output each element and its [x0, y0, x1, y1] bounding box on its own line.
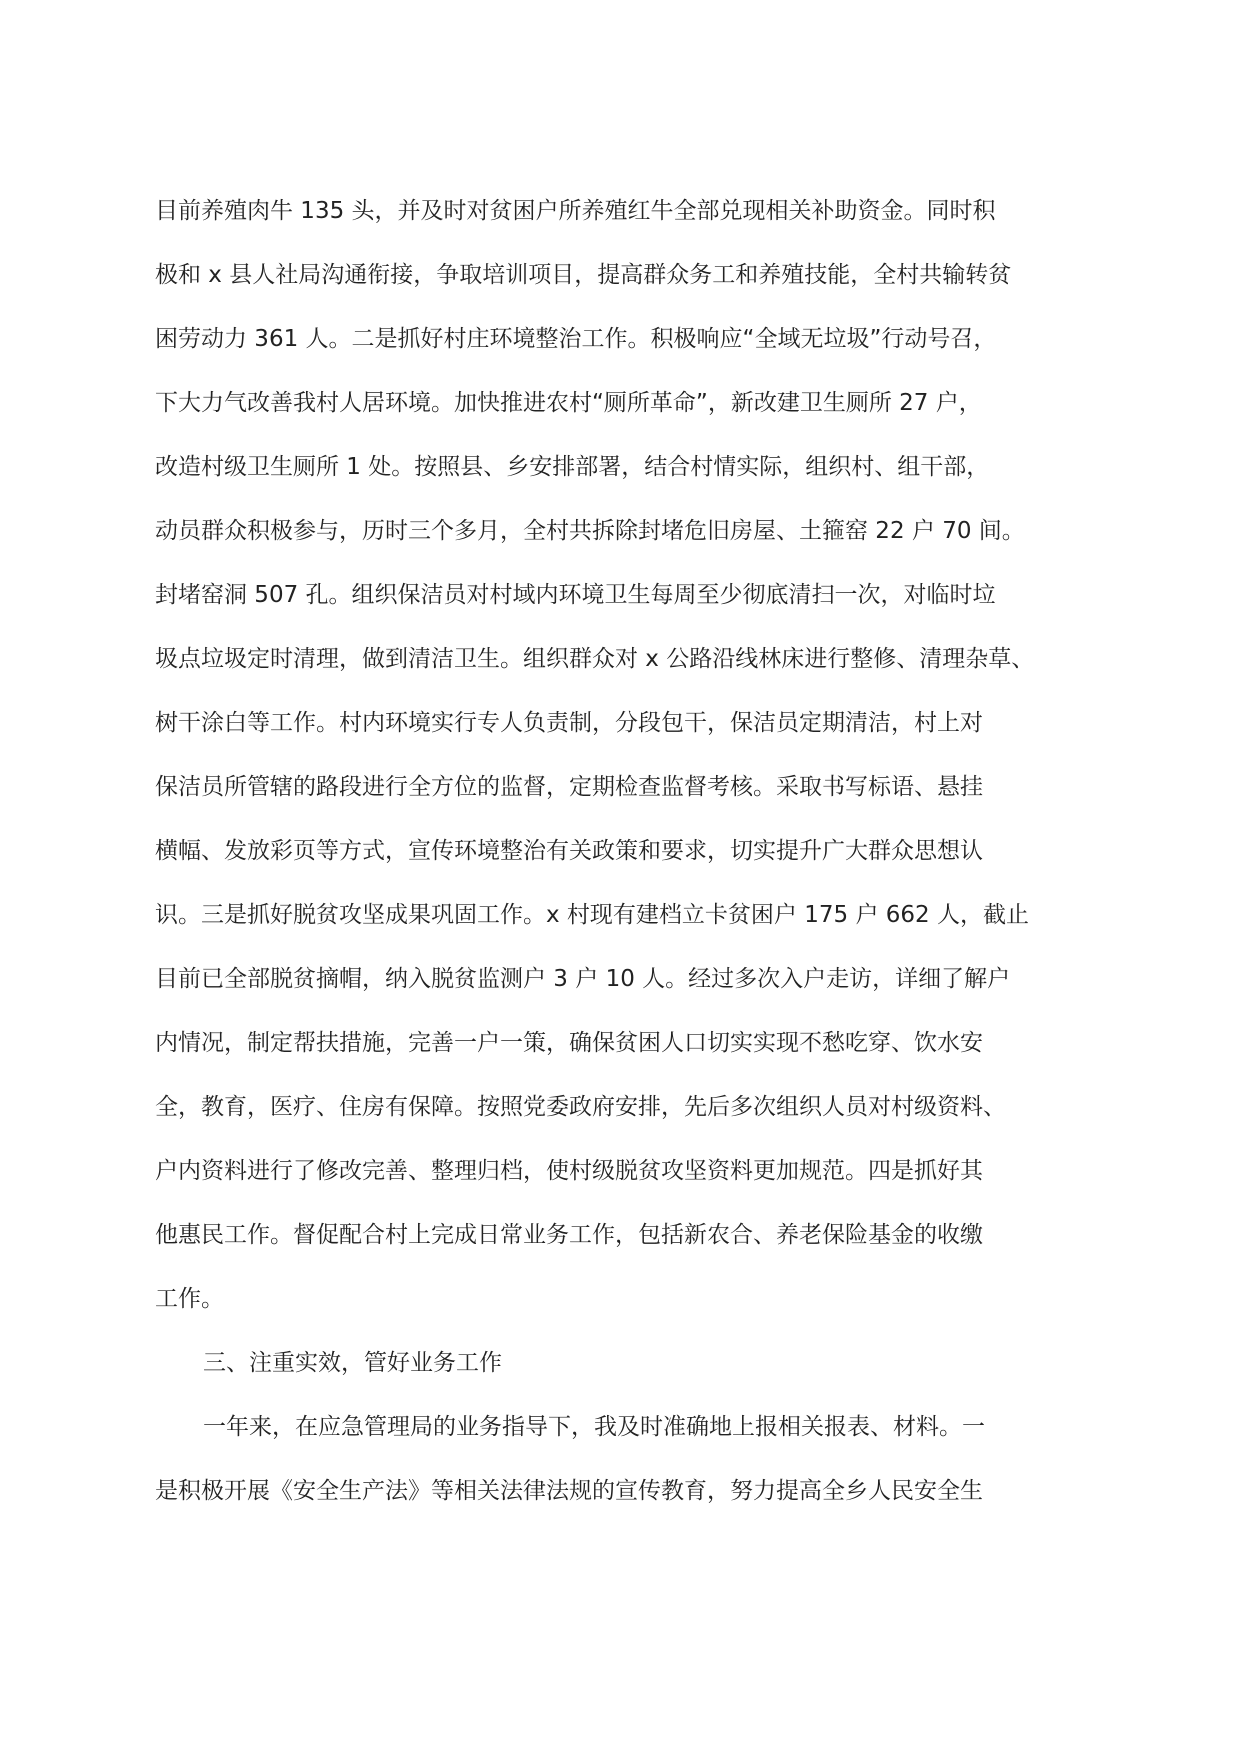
paragraph-line: 横幅、发放彩页等方式，宣传环境整治有关政策和要求，切实提升广大群众思想认	[155, 838, 983, 864]
paragraph-line: 困劳动力 361 人。二是抓好村庄环境整治工作。积极响应“全域无垃圾”行动号召，	[155, 326, 997, 352]
section-heading: 三、注重实效，管好业务工作	[203, 1350, 502, 1376]
paragraph-line: 动员群众积极参与，历时三个多月，全村共拆除封堵危旧房屋、土箍窑 22 户 70 间。	[155, 518, 1025, 544]
paragraph-line: 他惠民工作。督促配合村上完成日常业务工作，包括新农合、养老保险基金的收缴	[155, 1222, 983, 1248]
paragraph-line: 内情况，制定帮扶措施，完善一户一策，确保贫困人口切实实现不愁吃穿、饮水安	[155, 1030, 983, 1056]
paragraph-line: 全，教育，医疗、住房有保障。按照党委政府安排，先后多次组织人员对村级资料、	[155, 1094, 1006, 1120]
paragraph-line: 户内资料进行了修改完善、整理归档，使村级脱贫攻坚资料更加规范。四是抓好其	[155, 1158, 983, 1184]
paragraph-line: 下大力气改善我村人居环境。加快推进农村“厕所革命”，新改建卫生厕所 27 户，	[155, 390, 982, 416]
paragraph-line: 树干涂白等工作。村内环境实行专人负责制，分段包干，保洁员定期清洁，村上对	[155, 710, 983, 736]
paragraph-line: 是积极开展《安全生产法》等相关法律法规的宣传教育，努力提高全乡人民安全生	[155, 1478, 983, 1504]
paragraph-line: 工作。	[155, 1286, 224, 1312]
paragraph-line: 保洁员所管辖的路段进行全方位的监督，定期检查监督考核。采取书写标语、悬挂	[155, 774, 983, 800]
paragraph-line: 圾点垃圾定时清理，做到清洁卫生。组织群众对 x 公路沿线林床进行整修、清理杂草、	[155, 646, 1035, 672]
paragraph-line: 目前养殖肉牛 135 头，并及时对贫困户所养殖红牛全部兑现相关补助资金。同时积	[155, 198, 996, 224]
paragraph-line: 封堵窑洞 507 孔。组织保洁员对村域内环境卫生每周至少彻底清扫一次，对临时垃	[155, 582, 996, 608]
paragraph-line: 目前已全部脱贫摘帽，纳入脱贫监测户 3 户 10 人。经过多次入户走访，详细了解户	[155, 966, 1011, 992]
paragraph-line: 识。三是抓好脱贫攻坚成果巩固工作。x 村现有建档立卡贫困户 175 户 662 人，截止	[155, 902, 1029, 928]
paragraph-line: 一年来，在应急管理局的业务指导下，我及时准确地上报相关报表、材料。一	[203, 1414, 985, 1440]
paragraph-line: 极和 x 县人社局沟通衔接，争取培训项目，提高群众务工和养殖技能，全村共输转贫	[155, 262, 1012, 288]
paragraph-line: 改造村级卫生厕所 1 处。按照县、乡安排部署，结合村情实际，组织村、组干部，	[155, 454, 990, 480]
